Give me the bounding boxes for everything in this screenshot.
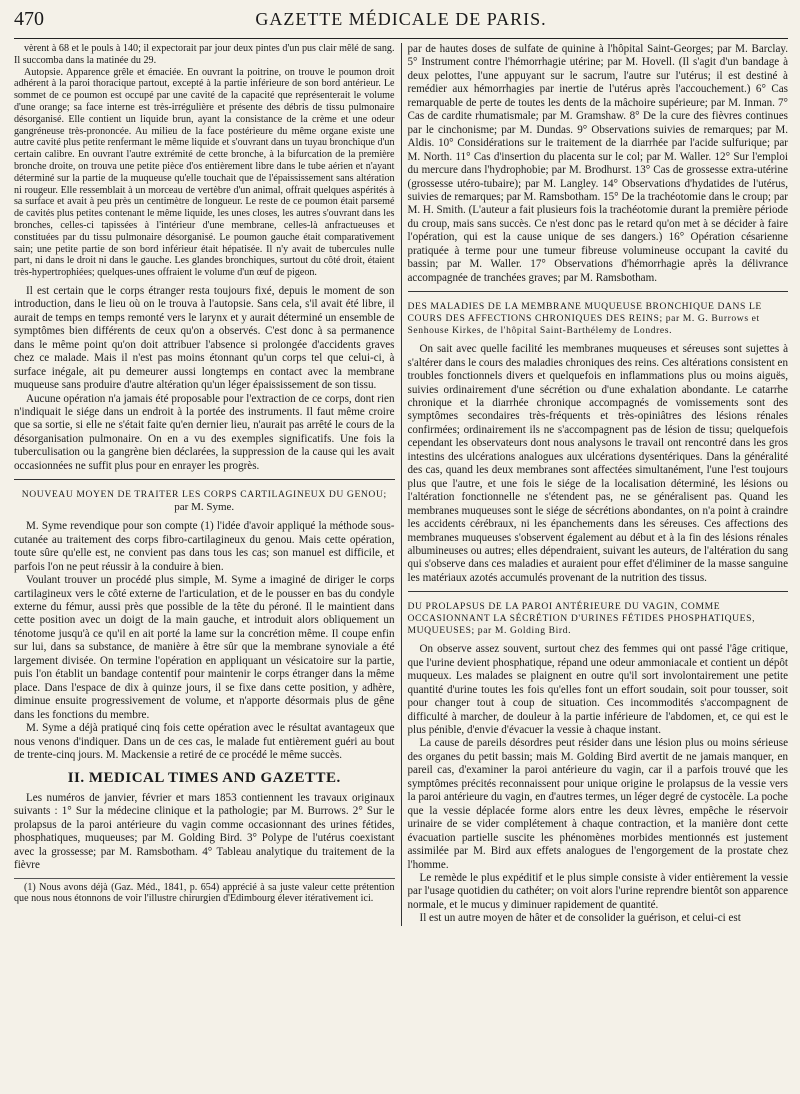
syme-author: par M. Syme. xyxy=(174,501,235,514)
maladies-paragraph: On sait avec quelle facilité les membranes muqueuses et séreuses sont sujettes à s'altérer dans le cours des maladies chroniques des reins. Ces altérations consistent en troubles fonctionnels divers et quelquefois en inflammations plus ou moins aiguës, suivies ordinairement d'une sécrétion ou d'une exhalation abondante. Le catarrhe chronique et la diarrhée chronique accompagnés de vomissements sont des symptômes secondaires très-fréquents et très-opiniâtres des lésions rénales confirmées; ordinairement ils ne s'accompagnent pas de lésion de tissu; quelquefois cependant les observateurs dont nous analysons le travail ont rencontré dans les gros intestins des ulcérations analogues aux ulcérations dysentériques. Dans la généralité des cas, quand les deux membranes sont affectées simultanément, l'une l'est toujours plus que l'autre, et une fois le siége de la localisation déterminé, les lésions ou l'altération fonctionnelle ne s'étendent pas, ne se généralisent pas. Quand les membranes muqueuses sont le siége de sécrétions abondantes, on n'a point à craindre les accidents cérébraux, ni les épanchements dans les séreuses. Ces affections des membranes muqueuses s'observent également au début et à la fin des lésions rénales albumineuses ou autres; elles dépendraient, suivant les auteurs, de l'altération du sang qui s'observe dans ces maladies et auraient pour effet d'éliminer de la masse sanguine les matériaux azotés accumulés provenant de la nutrition des tissus. xyxy=(407,343,788,584)
footnote xyxy=(14,878,395,906)
section-divider xyxy=(408,591,789,592)
prolapsus-paragraph: Il est un autre moyen de hâter et de consolider la guérison, et celui-ci est xyxy=(419,912,741,925)
prolapsus-paragraph: Le remède le plus expéditif et le plus simple consiste à vider entièrement la vessie par l'usage quotidien du cathéter; on voit alors l'urine reprendre bientôt son apparence normale, et le mucus y diminuer rapidement de quantité. xyxy=(407,872,788,911)
prolapsus-paragraph: On observe assez souvent, surtout chez des femmes qui ont passé l'âge critique, que l'urine devient phosphatique, répand une odeur ammoniacale et contient un dépôt muqueux. Les malades se plaignent en outre qu'il sort involontairement une petite quantité d'urine toutes les fois qu'elles font un effort soudain, soit pour tousser, soit pour changer tout à coup de situation. Ces incommodités s'accompagnent de difficulté à marcher, de douleur à la partie inférieure de l'abdomen, et, ce qui est le plus pénible, d'envie d'évacuer la vessie à chaque instant. xyxy=(407,643,788,737)
section-title: II. MEDICAL TIMES AND GAZETTE. xyxy=(67,770,341,787)
syme-paragraph: M. Syme a déjà pratiqué cinq fois cette opération avec le résultat avantageux que nous venons d'indiquer. Dans un de ces cas, le malade fut entièrement guéri au bout de trente-cinq jours. M. Mackensie a retiré de ce procédé le même succès. xyxy=(14,722,395,761)
syme-article-heading xyxy=(14,489,395,514)
page-number: 470 xyxy=(14,8,44,30)
prolapsus-heading: DU PROLAPSUS DE LA PAROI ANTÉRIEURE DU VAGIN, COMME OCCASIONNANT LA SÉCRÉTION D'URINES FÉTIDES PHOSPHATIQUES, MUQUEUSES; par M. Golding Bird. xyxy=(407,601,756,637)
prolapsus-paragraph: La cause de pareils désordres peut résider dans une lésion plus ou moins sérieuse des organes du petit bassin; mais M. Golding Bird avertit de ne jamais manquer, en pareil cas, d'examiner la paroi antérieure du vagin, car il a parfois trouvé que les symptômes précités reconnaissent pour unique origine le prolapsus de la vessie vers la paroi antérieure du vagin, en d'autres termes, un léger degré de cystocèle. La poche que la vessie déplacée forme alors entre les deux lèvres, empêche le réservoir urinaire de se vider complétement à chaque contraction, et la manière dont cette évacuation partielle suscite les phénomènes morbides mentionnés est justement assimilée par M. Bird aux effets analogues de l'engorgement de la prostate chez l'homme. xyxy=(407,737,788,871)
running-title: GAZETTE MÉDICALE DE PARIS. xyxy=(255,9,547,29)
section-divider xyxy=(408,291,789,292)
syme-heading: NOUVEAU MOYEN DE TRAITER LES CORPS CARTILAGINEUX DU GENOU; xyxy=(21,489,387,501)
page-header xyxy=(14,8,788,39)
case-paragraph: vèrent à 68 et le pouls à 140; il expectorait par jour deux pintes d'un pus clair mêlé de sang. Il succomba dans la matinée du 29. xyxy=(14,43,395,66)
autopsy-paragraph: Autopsie. Apparence grêle et émaciée. En ouvrant la poitrine, on trouve le poumon droit adhérent à la paroi thoracique partout, excepté à la partie inférieure de son bord antérieur. Le sommet de ce poumon est occupé par une cavité de la capacité que représenterait le volume d'une orange; sa face interne est très-irrégulière et présente des débris de tissu pulmonaire désorganisé. Elle contient un liquide brun, ayant la consistance de la crème et une odeur gangréneuse très-prononcée. Au milieu de la face postérieure du même organe existe une autre cavité plus petite renfermant le même liquide et s'ouvrant dans un tuyau bronchique d'un certain calibre. En ouvrant l'autre extrémité de cette bronche, à la bifurcation de la première bronche droite, on trouva une petite pièce d'os entièrement libre dans le tube aérien et n'ayant déterminé sur la partie de la muqueuse qu'elle touchait que de l'épaississement sans altération ni rougeur. Elle ressemblait à un morceau de vertèbre d'un animal, offrait quelques aspérités à sa surface et avait à peu près un centimètre de longueur. Le reste de ce poumon était parsemé de cavités plus petites contenant le même liquide, les unes closes, les autres s'ouvrant dans les bronches, celles-ci tapissées à l'intérieur d'une membrane, celles-là anfractueuses et constituées par du tissu pulmonaire désorganisé. Le poumon gauche était comparativement sain; une petite partie de son bord inférieur était hépatisée. Il n'y avait de tubercules nulle part, ni dans le droit ni dans le gauche. Les glandes bronchiques, surtout du côté droit, étaient très-hypertrophiées; quelques-unes offraient le volume d'un œuf de pigeon. xyxy=(14,66,395,279)
two-column-body xyxy=(14,43,788,926)
section-divider xyxy=(14,479,395,480)
right-column xyxy=(401,43,789,926)
intro-paragraph: Les numéros de janvier, février et mars 1853 contiennent les travaux originaux suivants : 1° Sur la médecine clinique et la pathologie; par M. Burrows. 2° Sur le prolapsus de la paroi antérieure du vagin comme occasionnant des urines fétides, phosphatiques, muqueuses; par M. Golding Bird. 3° Polype de l'utérus coexistant avec la grossesse; par M. Ramsbotham. 4° Tableau analytique du traitement de la fièvre xyxy=(14,791,395,872)
left-column xyxy=(14,43,401,926)
works-list-paragraph: par de hautes doses de sulfate de quinine à l'hôpital Saint-Georges; par M. Barclay. 5° Instrument contre l'hémorrhagie utérine; par M. Hovell. (Il s'agit d'un bandage à deux pelottes, l'une appuyant sur le sacrum, l'autre sur l'utérus; il est destiné à remédier aux hémorrhagies par inertie de l'utérus après l'accouchement.) 6° Cas remarquable de perte de toutes les dents de la mâchoire supérieure; par M. Inman. 7° Cas de cardite rhumatismale; par M. Gramshaw. 8° De la cure des fièvres continues par le cinchonisme; par M. Dundas. 9° Observations suivies de remarques; par M. Aldis. 10° Considérations sur le traitement de la diarrhée par l'acide sulfurique; par M. North. 11° Cas d'insertion du placenta sur le col; par M. Waller. 12° Sur l'emploi du mercure dans l'hydrophobie; par M. Brodhurst. 13° Cas de grossesse extra-utérine (grossesse utéro-tubaire); par M. Langley. 14° Observations d'hydatides de l'utérus, suivies de remarques; par M. Ramsbotham. 15° De la trachéotomie dans le croup; par M. H. Smith. (L'auteur a fait plusieurs fois la trachéotomie durant la première période du croup, mais sans succès. Ce n'est donc pas le retard qu'on met à se décider à faire l'opération, qui est la cause unique de ses dangers.) 16° Opération césarienne pratiquée à terme pour une tumeur fibreuse volumineuse occupant la cavité du bassin; par M. Waller. 17° Observations d'hémorrhagie après la délivrance accompagnée de tranchées graves; par M. Ramsbotham. xyxy=(407,43,788,284)
case-report xyxy=(14,43,395,279)
syme-paragraph: Voulant trouver un procédé plus simple, M. Syme a imaginé de diriger le corps cartilagineux vers le côté externe de l'articulation, et de le pousser en bas du condyle externe du fémur, aussi près que possible de la tête du péroné. Il le maintient dans cette position avec un doigt de la main gauche, et introduit alors obliquement un ténotome jusqu'à ce qu'il en ait porté la lame sur la concrétion même. Il coupe enfin sur lui, dans sa substance, de manière à être sûr que la membrane synoviale a été largement divisée. On termine l'opération en appliquant un vésicatoire sur la partie, puis l'on établit un bandage contentif pour maintenir le corps étranger dans la même place. Dans l'espace de dix à quinze jours, il se fixe dans cette position, y adhère, diminue ensuite progressivement de volume, et n'apporte désormais plus de gêne dans les fonctions du membre. xyxy=(14,574,395,721)
comment-paragraph: Il est certain que le corps étranger resta toujours fixé, depuis le moment de son introduction, dans le lieu où on le trouva à l'autopsie. Sans cela, s'il avait été libre, il aurait de temps en temps remonté vers le larynx et y aurait déterminé un ensemble de symptômes bien différents de ceux qu'on a observés. C'est donc à sa permanence dans le même point qu'on doit attribuer l'absence si prolongée d'accidents graves chez ce malade. Mais il n'est pas moins étonnant qu'un corps tel que celui-ci, à surface inégale, ait pu demeurer aussi longtemps en contact avec la membrane muqueuse sans produire d'autre altération qu'un léger épaississement de son tissu. xyxy=(14,284,395,392)
footnote-text: (1) Nous avons déjà (Gaz. Méd., 1841, p. 654) apprécié à sa juste valeur cette prétention que nous nous étonnons de voir l'illustre chirurgien d'Edimbourg élever itérativement ici. xyxy=(14,881,395,905)
maladies-heading: DES MALADIES DE LA MEMBRANE MUQUEUSE BRONCHIQUE DANS LE COURS DES AFFECTIONS CHRONIQUES DES REINS; par M. G. Burrows et Senhouse Kirkes, de l'hôpital Saint-Barthélemy de Londres. xyxy=(407,301,762,337)
comment-paragraph: Aucune opération n'a jamais été proposable pour l'extraction de ce corps, dont rien n'indiquait le siége dans un endroit à la portée des instruments. Il faut même croire que sa sortie, si elle ne s'était faite qu'en dernier lieu, n'aurait pas arrêté le cours de la désorganisation pulmonaire. On en a vu des exemples significatifs. Une fois la tuberculisation ou la gangrène bien déclarées, la suppression de la cause qui les avait occasionnées ne suffit plus pour en enrayer les progrès. xyxy=(14,392,395,472)
syme-paragraph: M. Syme revendique pour son compte (1) l'idée d'avoir appliqué la méthode sous-cutanée au traitement des corps fibro-cartilagineux du genou. Mais cette opération, toute sûre qu'elle est, ne convient pas dans tous les cas; son manuel est difficile, et parfois l'on ne peut réussir à la conduire à bien. xyxy=(14,520,395,573)
